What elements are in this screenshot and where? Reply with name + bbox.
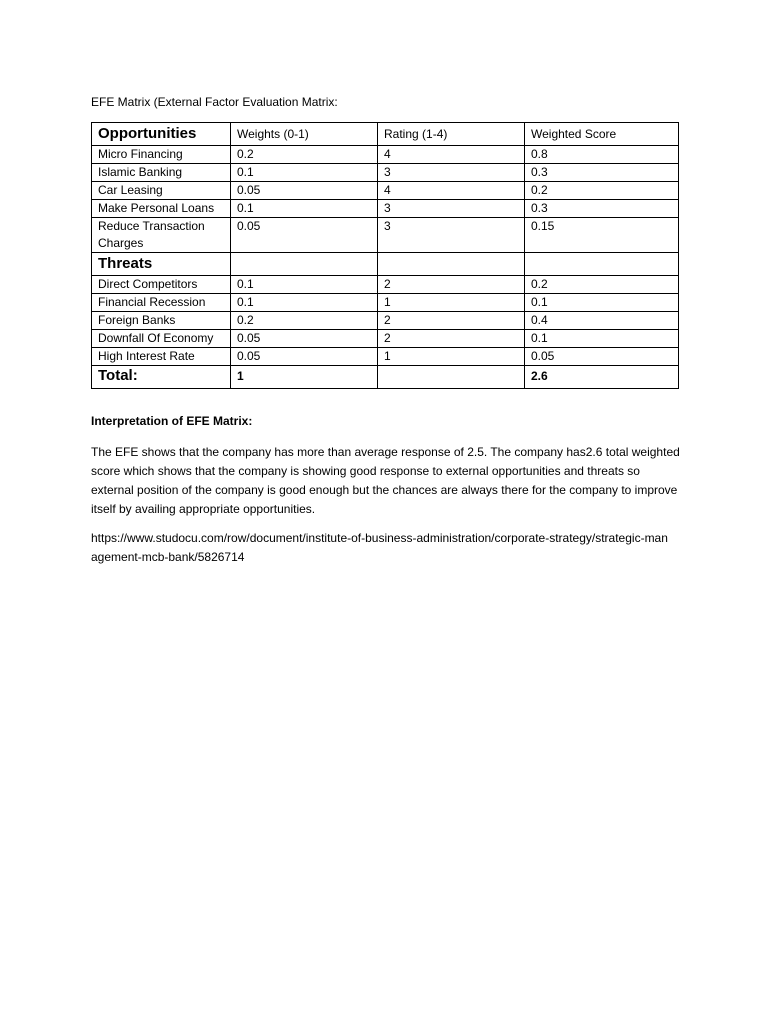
score-cell: 0.3 [525, 164, 679, 182]
score-cell: 0.8 [525, 146, 679, 164]
factor-cell: Make Personal Loans [92, 200, 231, 218]
rating-cell: 3 [378, 200, 525, 218]
rating-cell: 1 [378, 294, 525, 312]
weight-cell: 0.1 [231, 276, 378, 294]
rating-cell: 2 [378, 312, 525, 330]
rating-cell: 1 [378, 348, 525, 366]
total-rating-cell [378, 366, 525, 389]
table-row [92, 182, 679, 200]
score-cell: 0.3 [525, 200, 679, 218]
table-header-row [92, 123, 679, 146]
weights-column-header: Weights (0-1) [231, 123, 378, 146]
factor-cell: Financial Recession [92, 294, 231, 312]
empty-cell [525, 253, 679, 276]
weight-cell: 0.1 [231, 164, 378, 182]
table-row [92, 348, 679, 366]
total-score-cell: 2.6 [525, 366, 679, 389]
weight-cell: 0.05 [231, 330, 378, 348]
rating-cell: 2 [378, 330, 525, 348]
weight-cell: 0.2 [231, 146, 378, 164]
document-title: EFE Matrix (External Factor Evaluation Matrix: [91, 95, 338, 109]
factor-cell: Micro Financing [92, 146, 231, 164]
table-row [92, 330, 679, 348]
rating-cell: 3 [378, 164, 525, 182]
total-weight-cell: 1 [231, 366, 378, 389]
table-row [92, 276, 679, 294]
score-cell: 0.1 [525, 330, 679, 348]
score-cell: 0.2 [525, 276, 679, 294]
weight-cell: 0.05 [231, 218, 378, 253]
score-cell: 0.15 [525, 218, 679, 253]
efe-matrix-table [91, 122, 679, 389]
factor-cell: Reduce Transaction Charges [92, 218, 231, 253]
weight-cell: 0.05 [231, 182, 378, 200]
factor-cell: Downfall Of Economy [92, 330, 231, 348]
factor-cell: Foreign Banks [92, 312, 231, 330]
interpretation-heading: Interpretation of EFE Matrix: [91, 414, 253, 428]
interpretation-paragraph: The EFE shows that the company has more than average response of 2.5. The company has2.6 total weighted score which shows that the company is showing good response to external opportunities and threats so external position of the company is good enough but the chances are always there for the company to improve itself by availing appropriate opportunities. [91, 445, 680, 516]
factor-cell: Direct Competitors [92, 276, 231, 294]
opportunities-heading: Opportunities [92, 123, 231, 146]
table-row [92, 200, 679, 218]
rating-cell: 4 [378, 182, 525, 200]
score-cell: 0.05 [525, 348, 679, 366]
total-row [92, 366, 679, 389]
table-row [92, 218, 679, 253]
total-label: Total: [92, 366, 231, 389]
weight-cell: 0.2 [231, 312, 378, 330]
table-row [92, 164, 679, 182]
weight-cell: 0.05 [231, 348, 378, 366]
factor-cell: Car Leasing [92, 182, 231, 200]
score-cell: 0.4 [525, 312, 679, 330]
score-cell: 0.2 [525, 182, 679, 200]
document-page [91, 94, 678, 567]
score-cell: 0.1 [525, 294, 679, 312]
rating-cell: 3 [378, 218, 525, 253]
table-row [92, 312, 679, 330]
weight-cell: 0.1 [231, 200, 378, 218]
threats-heading-row [92, 253, 679, 276]
rating-column-header: Rating (1-4) [378, 123, 525, 146]
rating-cell: 4 [378, 146, 525, 164]
rating-cell: 2 [378, 276, 525, 294]
threats-heading: Threats [92, 253, 231, 276]
source-link[interactable]: https://www.studocu.com/row/document/institute-of-business-administration/corporate-strategy/strategic-management-mcb-bank/5826714 [91, 531, 668, 564]
factor-cell: High Interest Rate [92, 348, 231, 366]
table-row [92, 146, 679, 164]
score-column-header: Weighted Score [525, 123, 679, 146]
empty-cell [378, 253, 525, 276]
factor-cell: Islamic Banking [92, 164, 231, 182]
table-row [92, 294, 679, 312]
empty-cell [231, 253, 378, 276]
weight-cell: 0.1 [231, 294, 378, 312]
